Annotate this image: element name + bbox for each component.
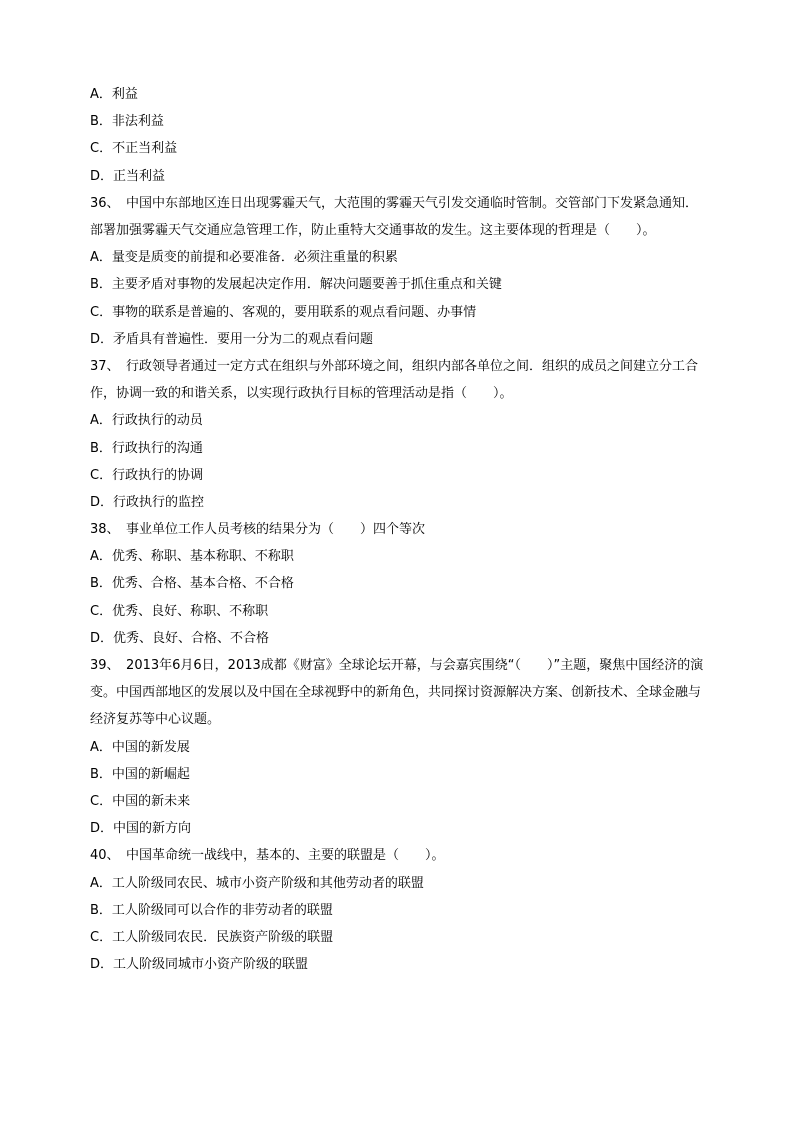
option-c: C．行政执行的协调 xyxy=(90,467,204,483)
option-a: A．量变是质变的前提和必要准备．必须注重量的积累 xyxy=(90,250,398,266)
option-b: B．非法利益 xyxy=(90,114,164,130)
question-39: 39、 2013年6月6日，2013成都《财富》全球论坛开幕，与会嘉宾围绕“（ ）”主题，聚焦中国经济的演变。中国西部地区的发展以及中国在全球视野中的新角色，共同探讨资源解决方案、创新技术、全球金融与经济复苏等中心议题。 xyxy=(90,658,704,728)
option-d: D．行政执行的监控 xyxy=(90,494,205,510)
option-c: C．中国的新未来 xyxy=(90,794,191,809)
option-b: B．优秀、合格、基本合格、不合格 xyxy=(90,576,294,592)
option-a: A．中国的新发展 xyxy=(90,739,190,755)
option-b: B．行政执行的沟通 xyxy=(90,440,203,456)
question-37: 37、 行政领导者通过一定方式在组织与外部环境之间，组织内部各单位之间．组织的成员之间建立分工合作，协调一致的和谐关系，以实现行政执行目标的管理活动是指（ ）。 xyxy=(90,358,699,402)
question-list xyxy=(90,81,710,978)
option-a: A．利益 xyxy=(90,87,138,102)
option-c: C．优秀、良好、称职、不称职 xyxy=(90,603,269,619)
option-a: A．优秀、称职、基本称职、不称职 xyxy=(90,549,294,565)
option-d: D．优秀、良好、合格、不合格 xyxy=(90,630,270,646)
option-c: C．工人阶级同农民．民族资产阶级的联盟 xyxy=(90,929,334,945)
option-b: B．中国的新崛起 xyxy=(90,766,190,782)
question-40: 40、 中国革命统一战线中，基本的、主要的联盟是（ ）。 xyxy=(90,848,445,864)
question-36: 36、 中国中东部地区连日出现雾霾天气，大范围的雾霾天气引发交通临时管制。交管部门下发紧急通知．部署加强雾霾天气交通应急管理工作，防止重特大交通事故的发生。这主要体现的哲理是（ ）。 xyxy=(90,195,699,238)
question-38: 38、 事业单位工作人员考核的结果分为（ ）四个等次 xyxy=(90,522,426,538)
option-b: B．主要矛盾对事物的发展起决定作用．解决问题要善于抓住重点和关键 xyxy=(90,277,502,293)
option-d: D．中国的新方向 xyxy=(90,821,192,837)
option-d: D．矛盾具有普遍性．要用一分为二的观点看问题 xyxy=(90,331,374,347)
option-d: D．正当利益 xyxy=(90,168,166,184)
option-b: B．工人阶级同可以合作的非劳动者的联盟 xyxy=(90,902,333,918)
option-c: C．事物的联系是普遍的、客观的，要用联系的观点看问题、办事情 xyxy=(90,304,477,320)
option-c: C．不正当利益 xyxy=(90,141,178,157)
option-a: A．工人阶级同农民、城市小资产阶级和其他劳动者的联盟 xyxy=(90,875,424,891)
option-d: D．工人阶级同城市小资产阶级的联盟 xyxy=(90,957,309,973)
option-a: A．行政执行的动员 xyxy=(90,413,203,429)
